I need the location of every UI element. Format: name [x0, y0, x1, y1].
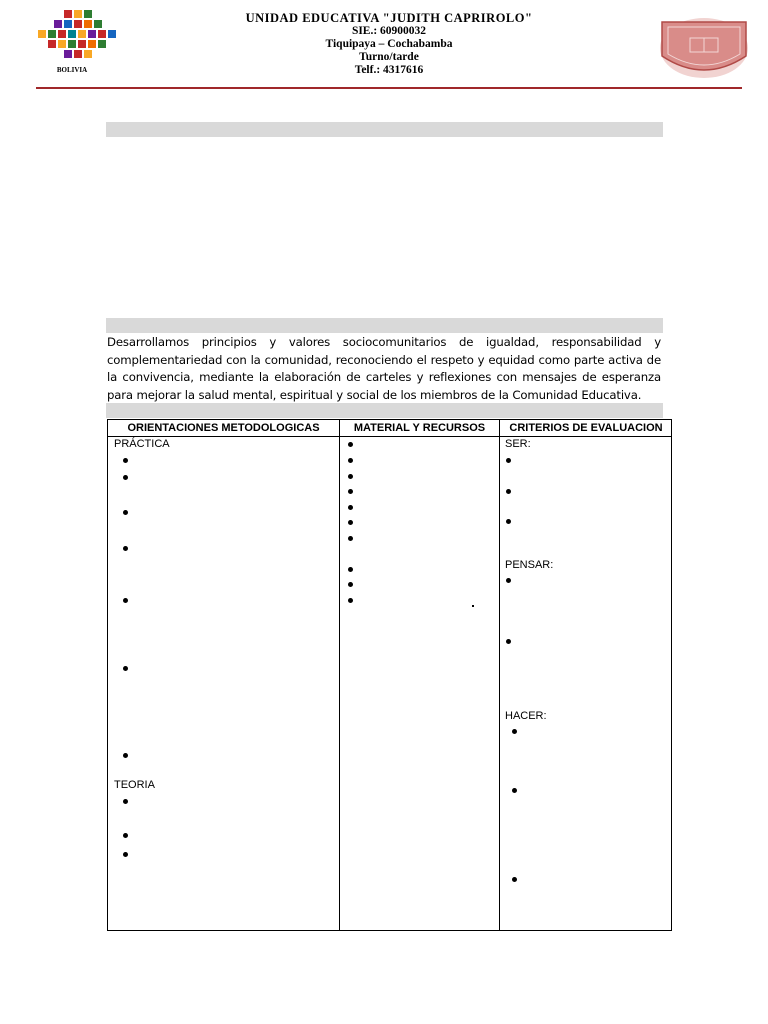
material-bullet — [348, 474, 353, 479]
title-band — [106, 122, 663, 137]
header-materials: MATERIAL Y RECURSOS — [353, 422, 486, 434]
material-bullet — [348, 442, 353, 447]
hacer-bullet — [512, 788, 517, 793]
bolivia-caption: BOLIVIA — [56, 66, 88, 74]
pensar-label: PENSAR: — [505, 559, 554, 571]
header-methodology: ORIENTACIONES METODOLOGICAS — [127, 422, 320, 434]
school-sie: SIE.: 60900032 — [351, 25, 427, 37]
header-row-divider — [108, 436, 671, 437]
column-divider-2 — [499, 420, 500, 930]
hacer-label: HACER: — [505, 710, 547, 722]
header-divider — [36, 87, 742, 89]
hacer-bullet — [512, 729, 517, 734]
material-bullet — [348, 505, 353, 510]
material-bullet — [348, 536, 353, 541]
material-bullet — [348, 458, 353, 463]
stray-period — [472, 605, 474, 607]
practice-bullet — [123, 598, 128, 603]
pensar-bullet — [506, 578, 511, 583]
school-phone: Telf.: 4317616 — [354, 64, 424, 76]
pensar-bullet — [506, 639, 511, 644]
practice-bullet — [123, 546, 128, 551]
practice-bullet — [123, 666, 128, 671]
column-divider-1 — [339, 420, 340, 930]
school-location: Tiquipaya – Cochabamba — [325, 38, 453, 50]
practice-bullet — [123, 475, 128, 480]
material-bullet — [348, 520, 353, 525]
theory-bullet — [123, 852, 128, 857]
material-bullet — [348, 489, 353, 494]
theory-label: TEORIA — [114, 779, 155, 791]
school-header — [150, 12, 628, 77]
theory-bullet — [123, 833, 128, 838]
ser-bullet — [506, 519, 511, 524]
ser-bullet — [506, 458, 511, 463]
school-name: UNIDAD EDUCATIVA "JUDITH CAPRIROLO" — [245, 11, 533, 25]
planning-table — [107, 419, 672, 931]
objective-paragraph: Desarrollamos principios y valores sociocomunitarios de igualdad, responsabilidad y complementariedad con la comunidad, reconociendo el respeto y equidad como parte activa de la convivencia, mediante la elaboración de carteles y reflexiones con mensajes de esperanza para mejorar la salud mental, espiritual y social de los miembros de la Comunidad Educativa. — [107, 335, 661, 402]
objective-band — [106, 318, 663, 333]
material-bullet — [348, 598, 353, 603]
material-bullet — [348, 567, 353, 572]
practice-bullet — [123, 753, 128, 758]
header-criteria: CRITERIOS DE EVALUACION — [509, 422, 663, 434]
school-shift: Turno/tarde — [359, 51, 419, 63]
table-band — [106, 403, 663, 418]
school-seal — [656, 12, 752, 82]
ser-label: SER: — [505, 438, 531, 450]
ser-bullet — [506, 489, 511, 494]
practice-label: PRÁCTICA — [114, 438, 170, 450]
bolivia-logo — [36, 8, 120, 80]
practice-bullet — [123, 510, 128, 515]
theory-bullet — [123, 799, 128, 804]
practice-bullet — [123, 458, 128, 463]
material-bullet — [348, 582, 353, 587]
hacer-bullet — [512, 877, 517, 882]
